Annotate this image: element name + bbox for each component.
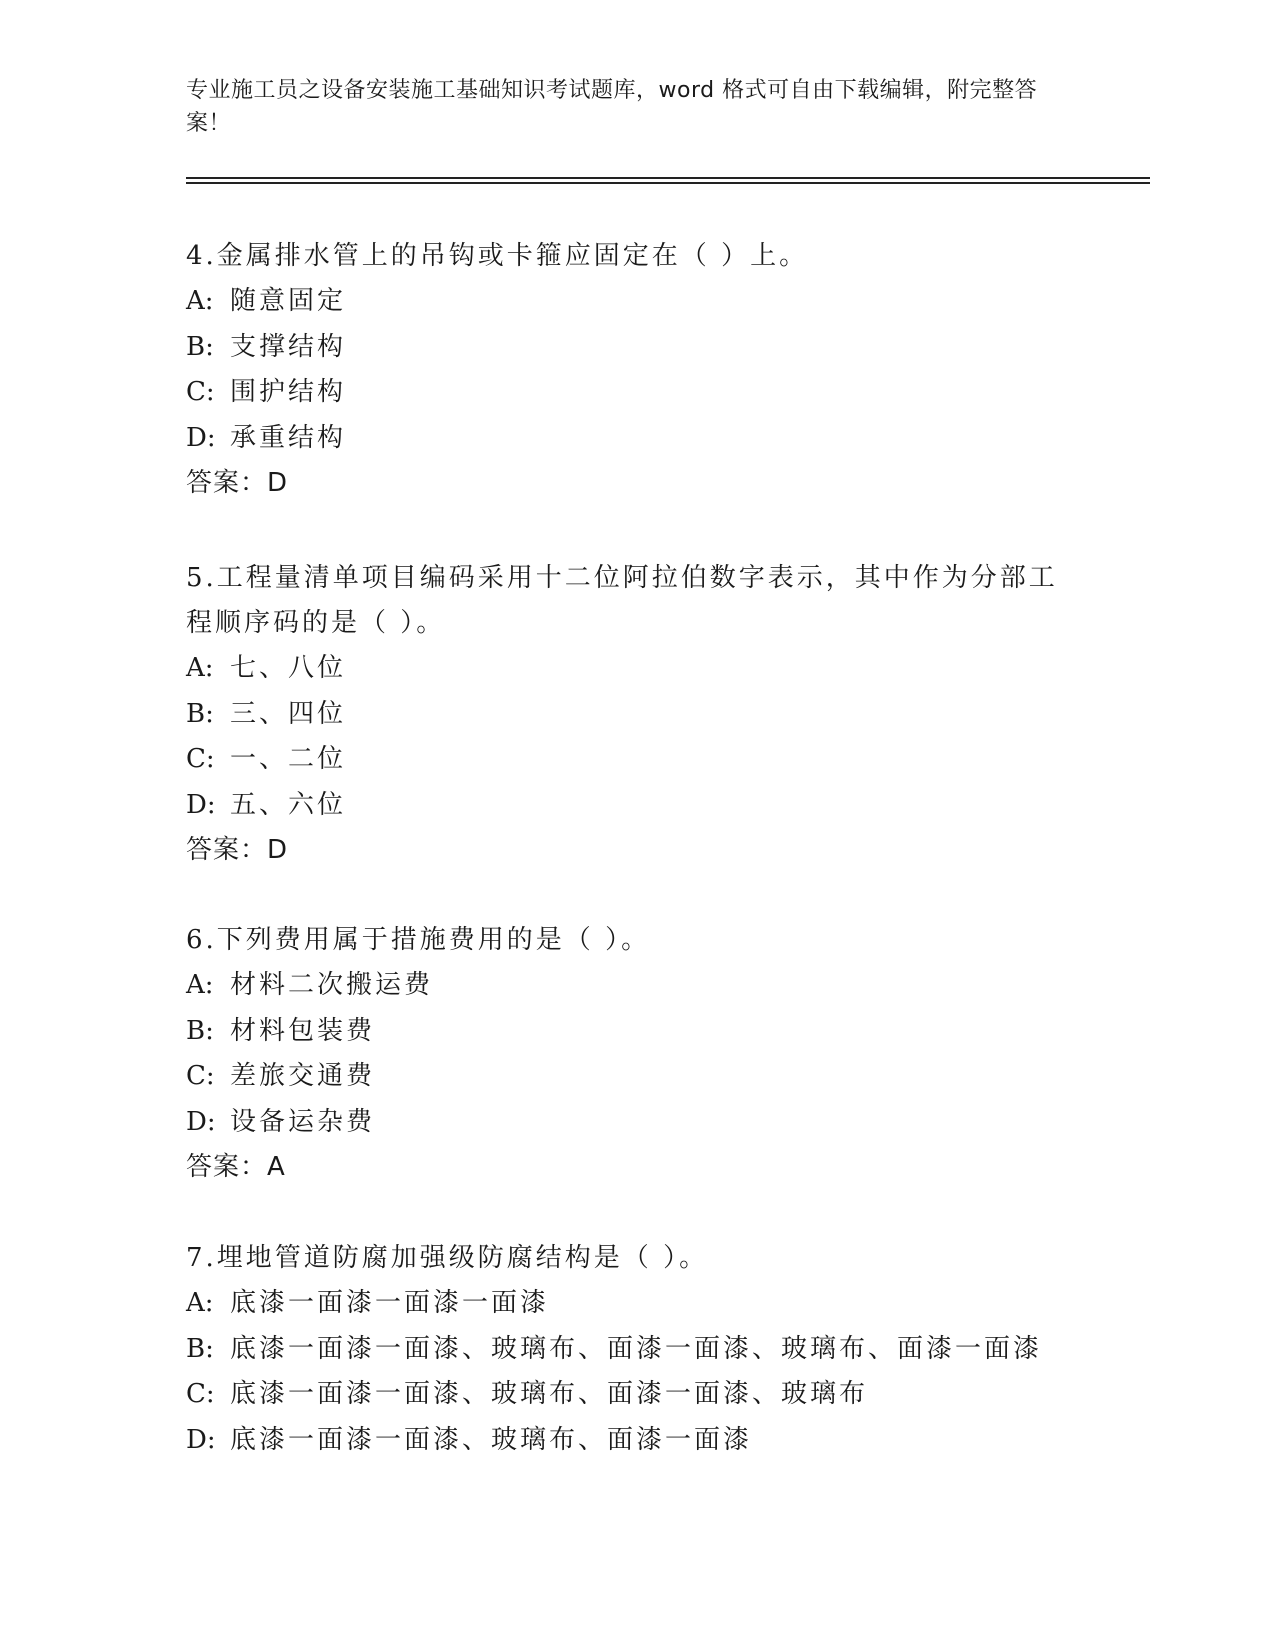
option-text: 底漆一面漆一面漆、玻璃布、面漆一面漆 xyxy=(230,1424,753,1455)
option-text: 三、四位 xyxy=(230,698,347,729)
option-d xyxy=(186,1100,1086,1146)
option-letter: B: xyxy=(186,1015,214,1046)
option-text: 围护结构 xyxy=(230,377,347,407)
option-text: 随意固定 xyxy=(230,286,347,316)
option-letter: B: xyxy=(186,331,214,362)
question-title: 7.埋地管道防腐加强级防腐结构是（ ）。 xyxy=(186,1243,709,1273)
question-title: 4.金属排水管上的吊钩或卡箍应固定在（ ）上。 xyxy=(186,241,809,271)
option-text: 底漆一面漆一面漆一面漆 xyxy=(230,1288,550,1318)
option-text: 承重结构 xyxy=(230,422,347,453)
option-text: 支撑结构 xyxy=(230,331,347,362)
question-title: 5.工程量清单项目编码采用十二位阿拉伯数字表示，其中作为分部工程顺序码的是（ ）。 xyxy=(186,563,1058,638)
option-a xyxy=(186,963,1086,1009)
question-title: 6.下列费用属于措施费用的是（ ）。 xyxy=(186,925,651,955)
option-letter: C: xyxy=(186,1061,215,1091)
option-letter: B: xyxy=(186,1333,214,1364)
option-text: 材料二次搬运费 xyxy=(230,970,434,1000)
option-b xyxy=(186,1327,1086,1373)
option-text: 差旅交通费 xyxy=(230,1061,376,1091)
option-c xyxy=(186,370,1086,416)
option-b xyxy=(186,1009,1086,1055)
option-text: 五、六位 xyxy=(230,789,347,820)
option-text: 设备运杂费 xyxy=(230,1106,376,1137)
option-text: 七、八位 xyxy=(230,653,347,683)
option-c xyxy=(186,1054,1086,1100)
option-letter: C: xyxy=(186,1379,215,1409)
option-a xyxy=(186,279,1086,325)
answer-line: 答案：D xyxy=(186,835,289,865)
option-letter: A: xyxy=(186,1288,214,1318)
option-c xyxy=(186,737,1086,783)
header-divider-top xyxy=(186,177,1150,179)
question-7 xyxy=(186,1236,1086,1463)
header-divider-bottom xyxy=(186,182,1150,184)
answer-line: 答案：A xyxy=(186,1152,286,1182)
option-letter: D: xyxy=(186,422,216,453)
option-letter: A: xyxy=(186,653,214,683)
document-header: 专业施工员之设备安装施工基础知识考试题库，word 格式可自由下载编辑，附完整答案！ xyxy=(186,78,1038,136)
option-letter: B: xyxy=(186,698,214,729)
question-5 xyxy=(186,556,1086,874)
option-d xyxy=(186,1418,1086,1464)
option-a xyxy=(186,646,1086,692)
option-letter: D: xyxy=(186,789,216,820)
option-letter: A: xyxy=(186,970,214,1000)
option-a xyxy=(186,1281,1086,1327)
question-4 xyxy=(186,234,1086,507)
option-text: 材料包装费 xyxy=(230,1015,376,1046)
option-b xyxy=(186,325,1086,371)
option-letter: C: xyxy=(186,744,215,774)
answer-line: 答案：D xyxy=(186,468,289,498)
option-c xyxy=(186,1372,1086,1418)
option-letter: D: xyxy=(186,1106,216,1137)
option-letter: D: xyxy=(186,1424,216,1455)
question-6 xyxy=(186,918,1086,1191)
option-d xyxy=(186,783,1086,829)
option-d xyxy=(186,416,1086,462)
option-text: 一、二位 xyxy=(230,744,347,774)
option-letter: C: xyxy=(186,377,215,407)
option-text: 底漆一面漆一面漆、玻璃布、面漆一面漆、玻璃布 xyxy=(230,1379,869,1409)
option-letter: A: xyxy=(186,286,214,316)
option-text: 底漆一面漆一面漆、玻璃布、面漆一面漆、玻璃布、面漆一面漆 xyxy=(230,1333,1043,1364)
option-b xyxy=(186,692,1086,738)
